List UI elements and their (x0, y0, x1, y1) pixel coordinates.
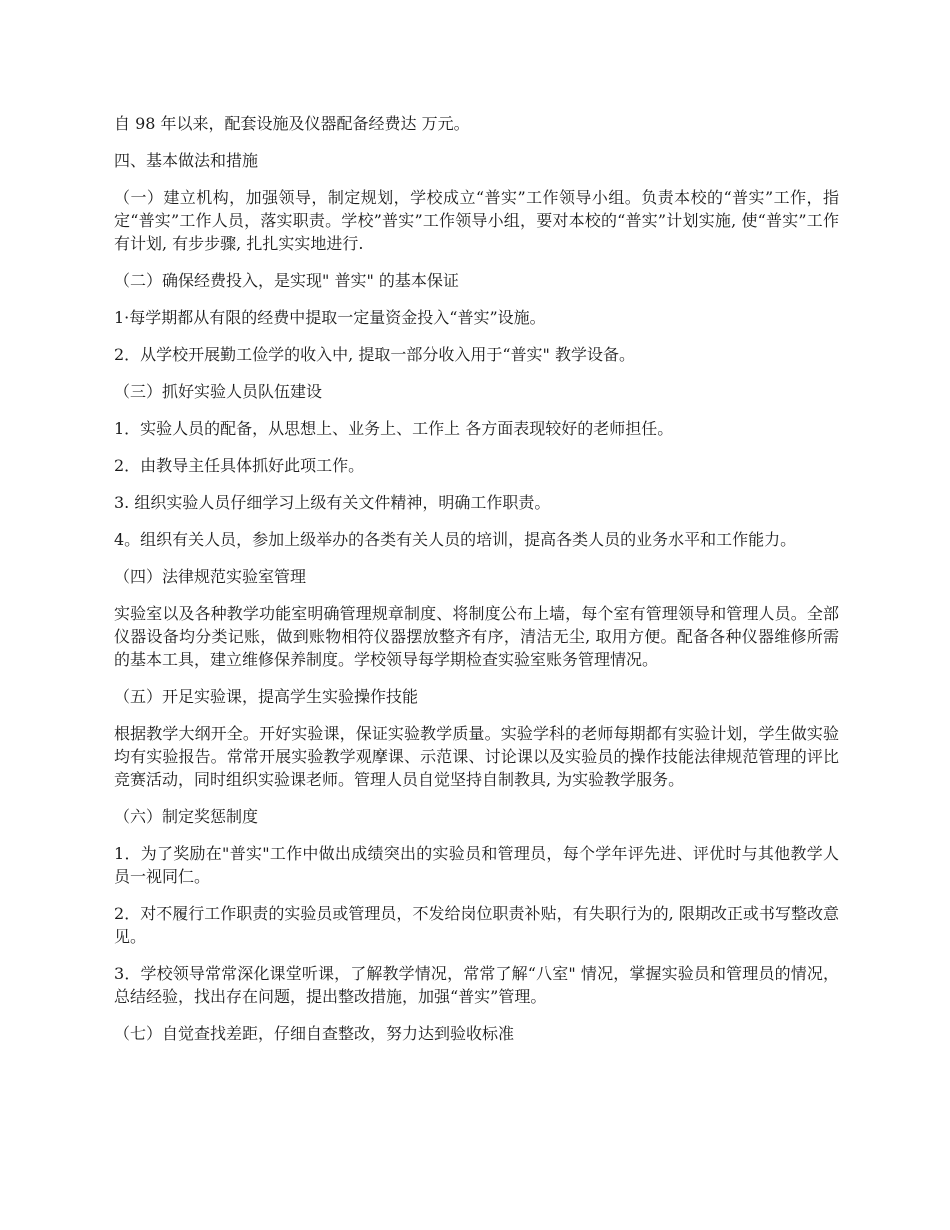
subheading-staff: （三）抓好实验人员队伍建设 (114, 382, 323, 401)
list-item-staff-4: 4。组织有关人员，参加上级举办的各类有关人员的培训，提高各类人员的业务水平和工作能力。 (114, 530, 797, 549)
paragraph-lab-management: 实验室以及各种教学功能室明确管理规章制度、将制度公布上墙，每个室有管理领导和管理人员。全部仪器设备均分类记账，做到账物相符仪器摆放整齐有序，清洁无尘, 取用方便。配备各种仪器维修所需的基本工具，建立维修保养制度。学校领导每学期检查实验室账务管理情况。 (114, 604, 839, 669)
subheading-rewards: （六）制定奖惩制度 (114, 807, 259, 826)
subheading-funding-guarantee: （二）确保经费投入，是实现" 普实" 的基本保证 (114, 271, 459, 290)
list-item-staff-2: 2．由教导主任具体抓好此项工作。 (114, 456, 365, 475)
list-item-staff-3: 3. 组织实验人员仔细学习上级有关文件精神，明确工作职责。 (114, 493, 551, 512)
paragraph-funding: 自 98 年以来，配套设施及仪器配备经费达 万元。 (114, 114, 470, 133)
subheading-lab-classes: （五）开足实验课，提高学生实验操作技能 (114, 687, 419, 706)
list-item-staff-1: 1．实验人员的配备，从思想上、业务上、工作上 各方面表现较好的老师担任。 (114, 419, 674, 438)
section-heading-measures: 四、基本做法和措施 (114, 151, 259, 170)
list-item-rewards-2: 2．对不履行工作职责的实验员或管理员，不发给岗位职责补贴，有失职行为的, 限期改正或书写整改意见。 (114, 904, 839, 946)
subheading-lab-management: （四）法律规范实验室管理 (114, 567, 307, 586)
list-item-funding-1: 1·每学期都从有限的经费中提取一定量资金投入“普实”设施。 (114, 308, 546, 327)
paragraph-organization: （一）建立机构，加强领导，制定规划，学校成立“普实”工作领导小组。负责本校的“普实”工作，指定“普实”工作人员，落实职责。学校”普实”工作领导小组，要对本校的“普实”计划实施, 使“普实”工作有计划, 有步步骤, 扎扎实实地进行. (114, 188, 839, 253)
subheading-self-inspection: （七）自觉查找差距，仔细自查整改，努力达到验收标准 (114, 1024, 515, 1043)
list-item-rewards-1: 1．为了奖励在"普实"工作中做出成绩突出的实验员和管理员，每个学年评先进、评优时与其他教学人员一视同仁。 (114, 844, 839, 886)
list-item-rewards-3: 3．学校领导常常深化课堂听课，了解教学情况，常常了解“八室" 情况，掌握实验员和管理员的情况，总结经验，找出存在问题，提出整改措施，加强“普实”管理。 (114, 964, 839, 1006)
document-body (114, 112, 839, 1059)
list-item-funding-2: 2．从学校开展勤工俭学的收入中, 提取一部分收入用于“普实" 教学设备。 (114, 345, 635, 364)
paragraph-lab-classes: 根据教学大纲开全。开好实验课，保证实验教学质量。实验学科的老师每期都有实验计划，学生做实验均有实验报告。常常开展实验教学观摩课、示范课、讨论课以及实验员的操作技能法律规范管理的评比竞赛活动，同时组织实验课老师。管理人员自觉坚持自制教具, 为实验教学服务。 (114, 724, 839, 789)
